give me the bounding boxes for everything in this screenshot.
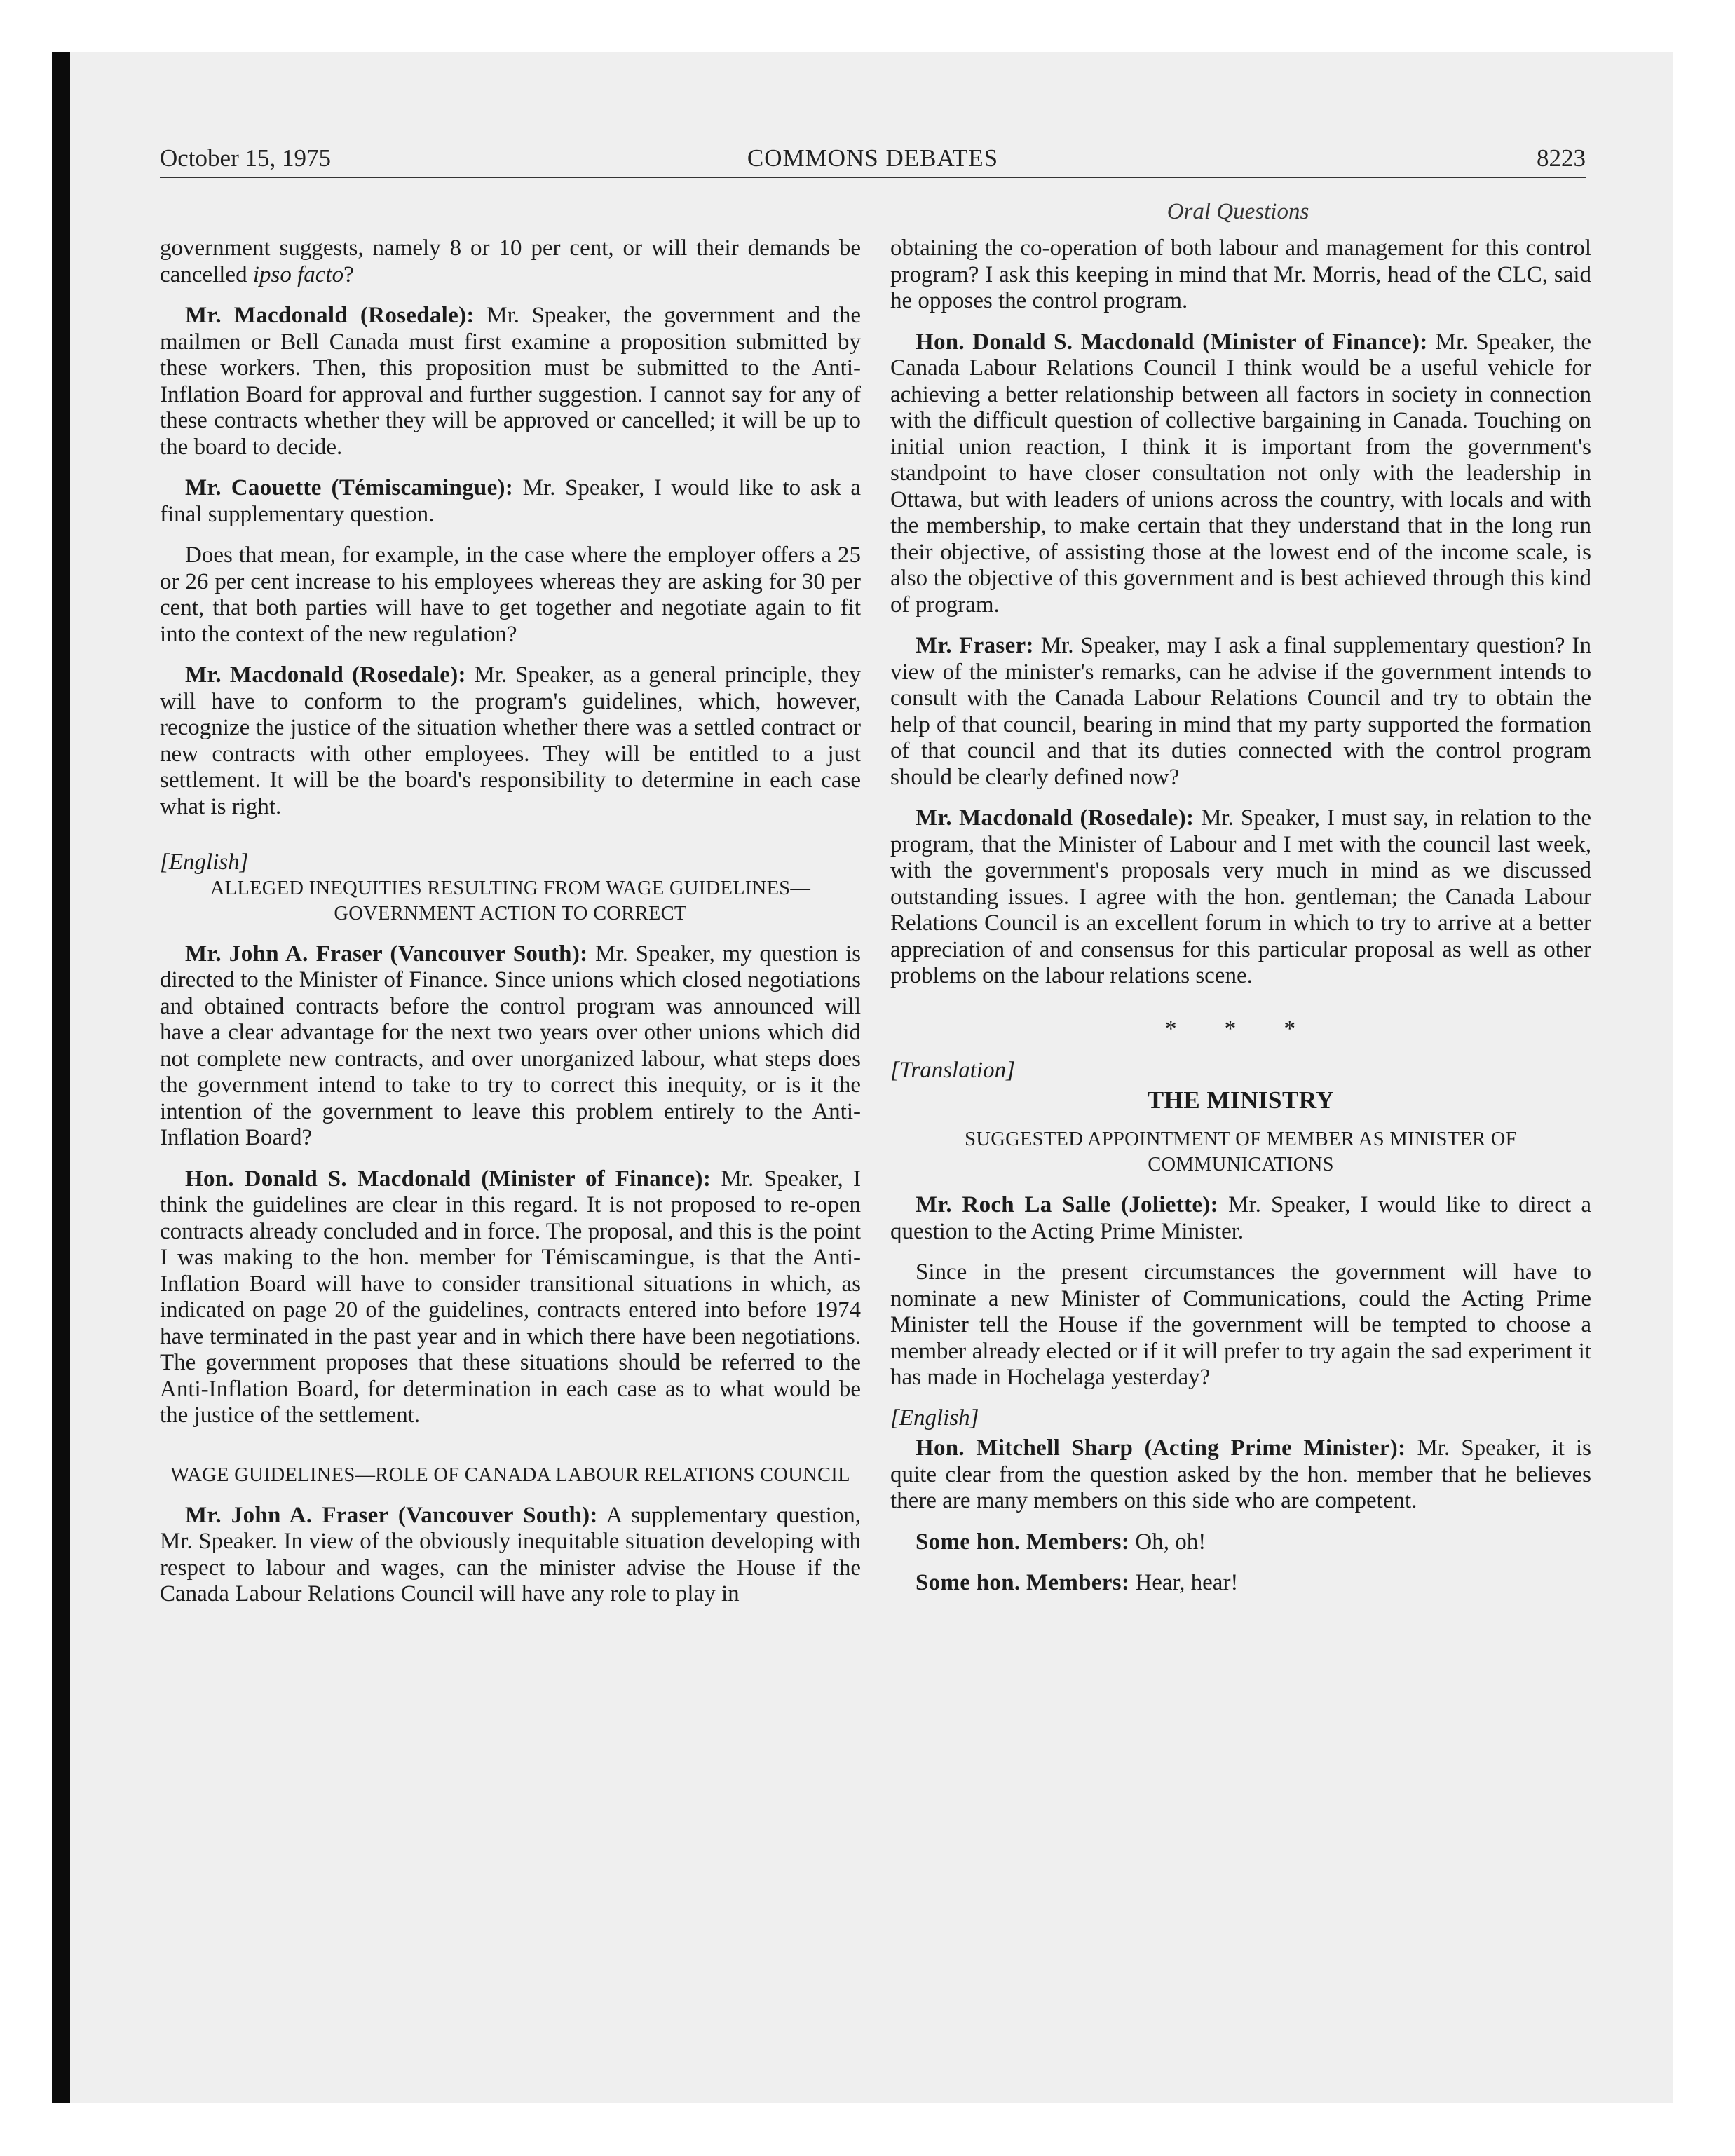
paragraph-text: Mr. Speaker, may I ask a final supplementary question? In view of the minister's remarks, can he advise if the government intends to consult with the Canada Labour Relations Council and try to obtain the help of that council, bearing in mind that my party supported the formation of that council and that its duties connected with the control program should be clearly defined now? bbox=[890, 633, 1591, 790]
paragraph bbox=[160, 941, 861, 1152]
language-marker: [Translation] bbox=[890, 1058, 1015, 1083]
paragraph bbox=[890, 329, 1591, 619]
paragraph bbox=[160, 1166, 861, 1429]
header-rule bbox=[160, 177, 1586, 178]
paragraph bbox=[890, 1435, 1591, 1515]
speaker-name: Mr. Macdonald (Rosedale): bbox=[185, 303, 475, 328]
speaker-name: Some hon. Members: bbox=[916, 1570, 1130, 1595]
speaker-name: Some hon. Members: bbox=[916, 1529, 1130, 1555]
language-marker: [English] bbox=[890, 1405, 979, 1431]
scan-binding-edge bbox=[52, 52, 70, 2103]
paragraph bbox=[890, 1529, 1591, 1556]
header-date: October 15, 1975 bbox=[160, 144, 331, 172]
paragraph: Does that mean, for example, in the case where the employer offers a 25 or 26 per cent increase to his employees whereas they are asking for 30 per cent, that both parties will have to get together and negotiate again to fit into the context of the new regulation? bbox=[160, 543, 861, 647]
paragraph-text: Hear, hear! bbox=[1129, 1570, 1239, 1595]
speaker-name: Mr. John A. Fraser (Vancouver South): bbox=[185, 941, 588, 967]
paragraph-text: Mr. Speaker, I would like to direct a question to the Acting Prime Minister. bbox=[890, 1192, 1591, 1244]
paragraph-text: ? bbox=[343, 261, 354, 287]
paragraph-text: Mr. Speaker, it is quite clear from the question asked by the hon. member that he believes there are many members on this side who are competent. bbox=[890, 1435, 1591, 1513]
paragraph-text: Oh, oh! bbox=[1129, 1529, 1206, 1555]
language-marker: [English] bbox=[160, 850, 249, 875]
left-column bbox=[160, 236, 861, 1608]
section-title: THE MINISTRY bbox=[1147, 1086, 1335, 1114]
header-page-number: 8223 bbox=[1537, 144, 1586, 172]
paragraph-text: Mr. Speaker, I would like to ask a final supplementary question. bbox=[160, 475, 861, 527]
italic-phrase: ipso facto bbox=[252, 261, 344, 287]
running-head: Oral Questions bbox=[1166, 199, 1309, 224]
section-heading: SUGGESTED APPOINTMENT OF MEMBER AS MINISTER OF COMMUNICATIONS bbox=[965, 1128, 1517, 1175]
speaker-name: Mr. Roch La Salle (Joliette): bbox=[916, 1192, 1218, 1217]
paragraph bbox=[160, 1503, 861, 1608]
speaker-name: Hon. Mitchell Sharp (Acting Prime Minister): bbox=[916, 1435, 1406, 1461]
speaker-name: Mr. Fraser: bbox=[916, 633, 1034, 658]
paragraph-text: Mr. Speaker, the Canada Labour Relations Council I think would be a useful vehicle for achieving a better relationship between all factors in society in connection with the difficult question of collective bargaining in Canada. Touching on initial union reaction, I think it is important from the government's standpoint to have closer consultation not only with the leadership in Ottawa, but with leaders of unions across the country, with locals and with the membership, to make certain that they understand that in the long run their objective, of assisting those at the lowest end of the income scale, is also the objective of this government and is best achieved through this kind of program. bbox=[890, 329, 1591, 618]
paragraph bbox=[890, 805, 1591, 990]
section-heading: ALLEGED INEQUITIES RESULTING FROM WAGE GUIDELINES—GOVERNMENT ACTION TO CORRECT bbox=[210, 877, 811, 925]
paragraph-text: Mr. Speaker, I must say, in relation to the program, that the Minister of Labour and I met with the council last week, with the government's proposals very much in mind as we discussed outstanding issues. I agree with the hon. gentleman; the Canada Labour Relations Council is an excellent forum in which to try to arrive at a better appreciation of and consensus for this particular proposal as well as other problems on the labour relations scene. bbox=[890, 805, 1591, 988]
paragraph-text: Mr. Speaker, I think the guidelines are clear in this regard. It is not proposed to re-open contracts already concluded and in force. The proposal, and this is the point I was making to the hon. member for Témiscamingue, is that the Anti-Inflation Board will have to consider transitional situations in which, as indicated on page 20 of the guidelines, contracts entered into before 1974 have terminated in the past year and in which there have been negotiations. The government proposes that these situations should be referred to the Anti-Inflation Board, for determination in each case as to what would be the justice of the settlement. bbox=[160, 1166, 861, 1428]
right-column bbox=[890, 236, 1591, 1597]
paragraph-text: A supplementary question, Mr. Speaker. In view of the obviously inequitable situation developing with respect to labour and wages, can the minister advise the House if the Canada Labour Relations Council will have any role to play in bbox=[160, 1502, 862, 1606]
section-separator-stars: * * * bbox=[1165, 1016, 1316, 1042]
paragraph: obtaining the co-operation of both labour and management for this control program? I ask this keeping in mind that Mr. Morris, head of the CLC, said he opposes the control program. bbox=[890, 236, 1591, 313]
paragraph bbox=[890, 1570, 1591, 1597]
speaker-name: Hon. Donald S. Macdonald (Minister of Finance): bbox=[916, 329, 1428, 355]
paragraph-text: Mr. Speaker, as a general principle, they will have to conform to the program's guidelines, which, however, recognize the justice of the situation whether there was a settled contract or new contracts with other employees. They will be entitled to a just settlement. It will be the board's responsibility to determine in each case what is right. bbox=[160, 662, 861, 819]
paragraph bbox=[160, 303, 861, 460]
speaker-name: Hon. Donald S. Macdonald (Minister of Finance): bbox=[185, 1166, 712, 1192]
speaker-name: Mr. Caouette (Témiscamingue): bbox=[185, 475, 514, 500]
speaker-name: Mr. Macdonald (Rosedale): bbox=[916, 805, 1195, 831]
paragraph-text: government suggests, namely 8 or 10 per cent, or will their demands be cancelled bbox=[160, 236, 861, 287]
paragraph-text: Mr. Speaker, my question is directed to the Minister of Finance. Since unions which closed negotiations and obtained contracts before the control program was announced will have a clear advantage for the next two years over other unions which did not complete new contracts, and over unorganized labour, what steps does the government intend to take to try to correct this inequity, or is it the intention of the government to leave this problem entirely to the Anti-Inflation Board? bbox=[160, 941, 861, 1150]
paragraph bbox=[160, 662, 861, 820]
paragraph bbox=[160, 236, 861, 288]
paragraph-text: Mr. Speaker, the government and the mailmen or Bell Canada must first examine a proposition submitted by these workers. Then, this proposition must be submitted to the Anti-Inflation Board for approval and further suggestion. I cannot say for any of these contracts whether they will be approved or cancelled; it will be up to the board to decide. bbox=[160, 303, 861, 460]
section-heading: WAGE GUIDELINES—ROLE OF CANADA LABOUR RELATIONS COUNCIL bbox=[170, 1464, 850, 1486]
speaker-name: Mr. Macdonald (Rosedale): bbox=[185, 662, 466, 688]
paragraph bbox=[160, 475, 861, 528]
header-title: COMMONS DEBATES bbox=[747, 144, 999, 172]
paragraph bbox=[890, 633, 1591, 791]
speaker-name: Mr. John A. Fraser (Vancouver South): bbox=[185, 1502, 598, 1528]
page-header bbox=[160, 144, 1586, 179]
paragraph: Since in the present circumstances the government will have to nominate a new Minister of Communications, could the Acting Prime Minister tell the House if the government will be tempted to choose a member already elected or if it will prefer to try again the sad experiment it has made in Hochelaga yesterday? bbox=[890, 1260, 1591, 1390]
paragraph bbox=[890, 1192, 1591, 1245]
